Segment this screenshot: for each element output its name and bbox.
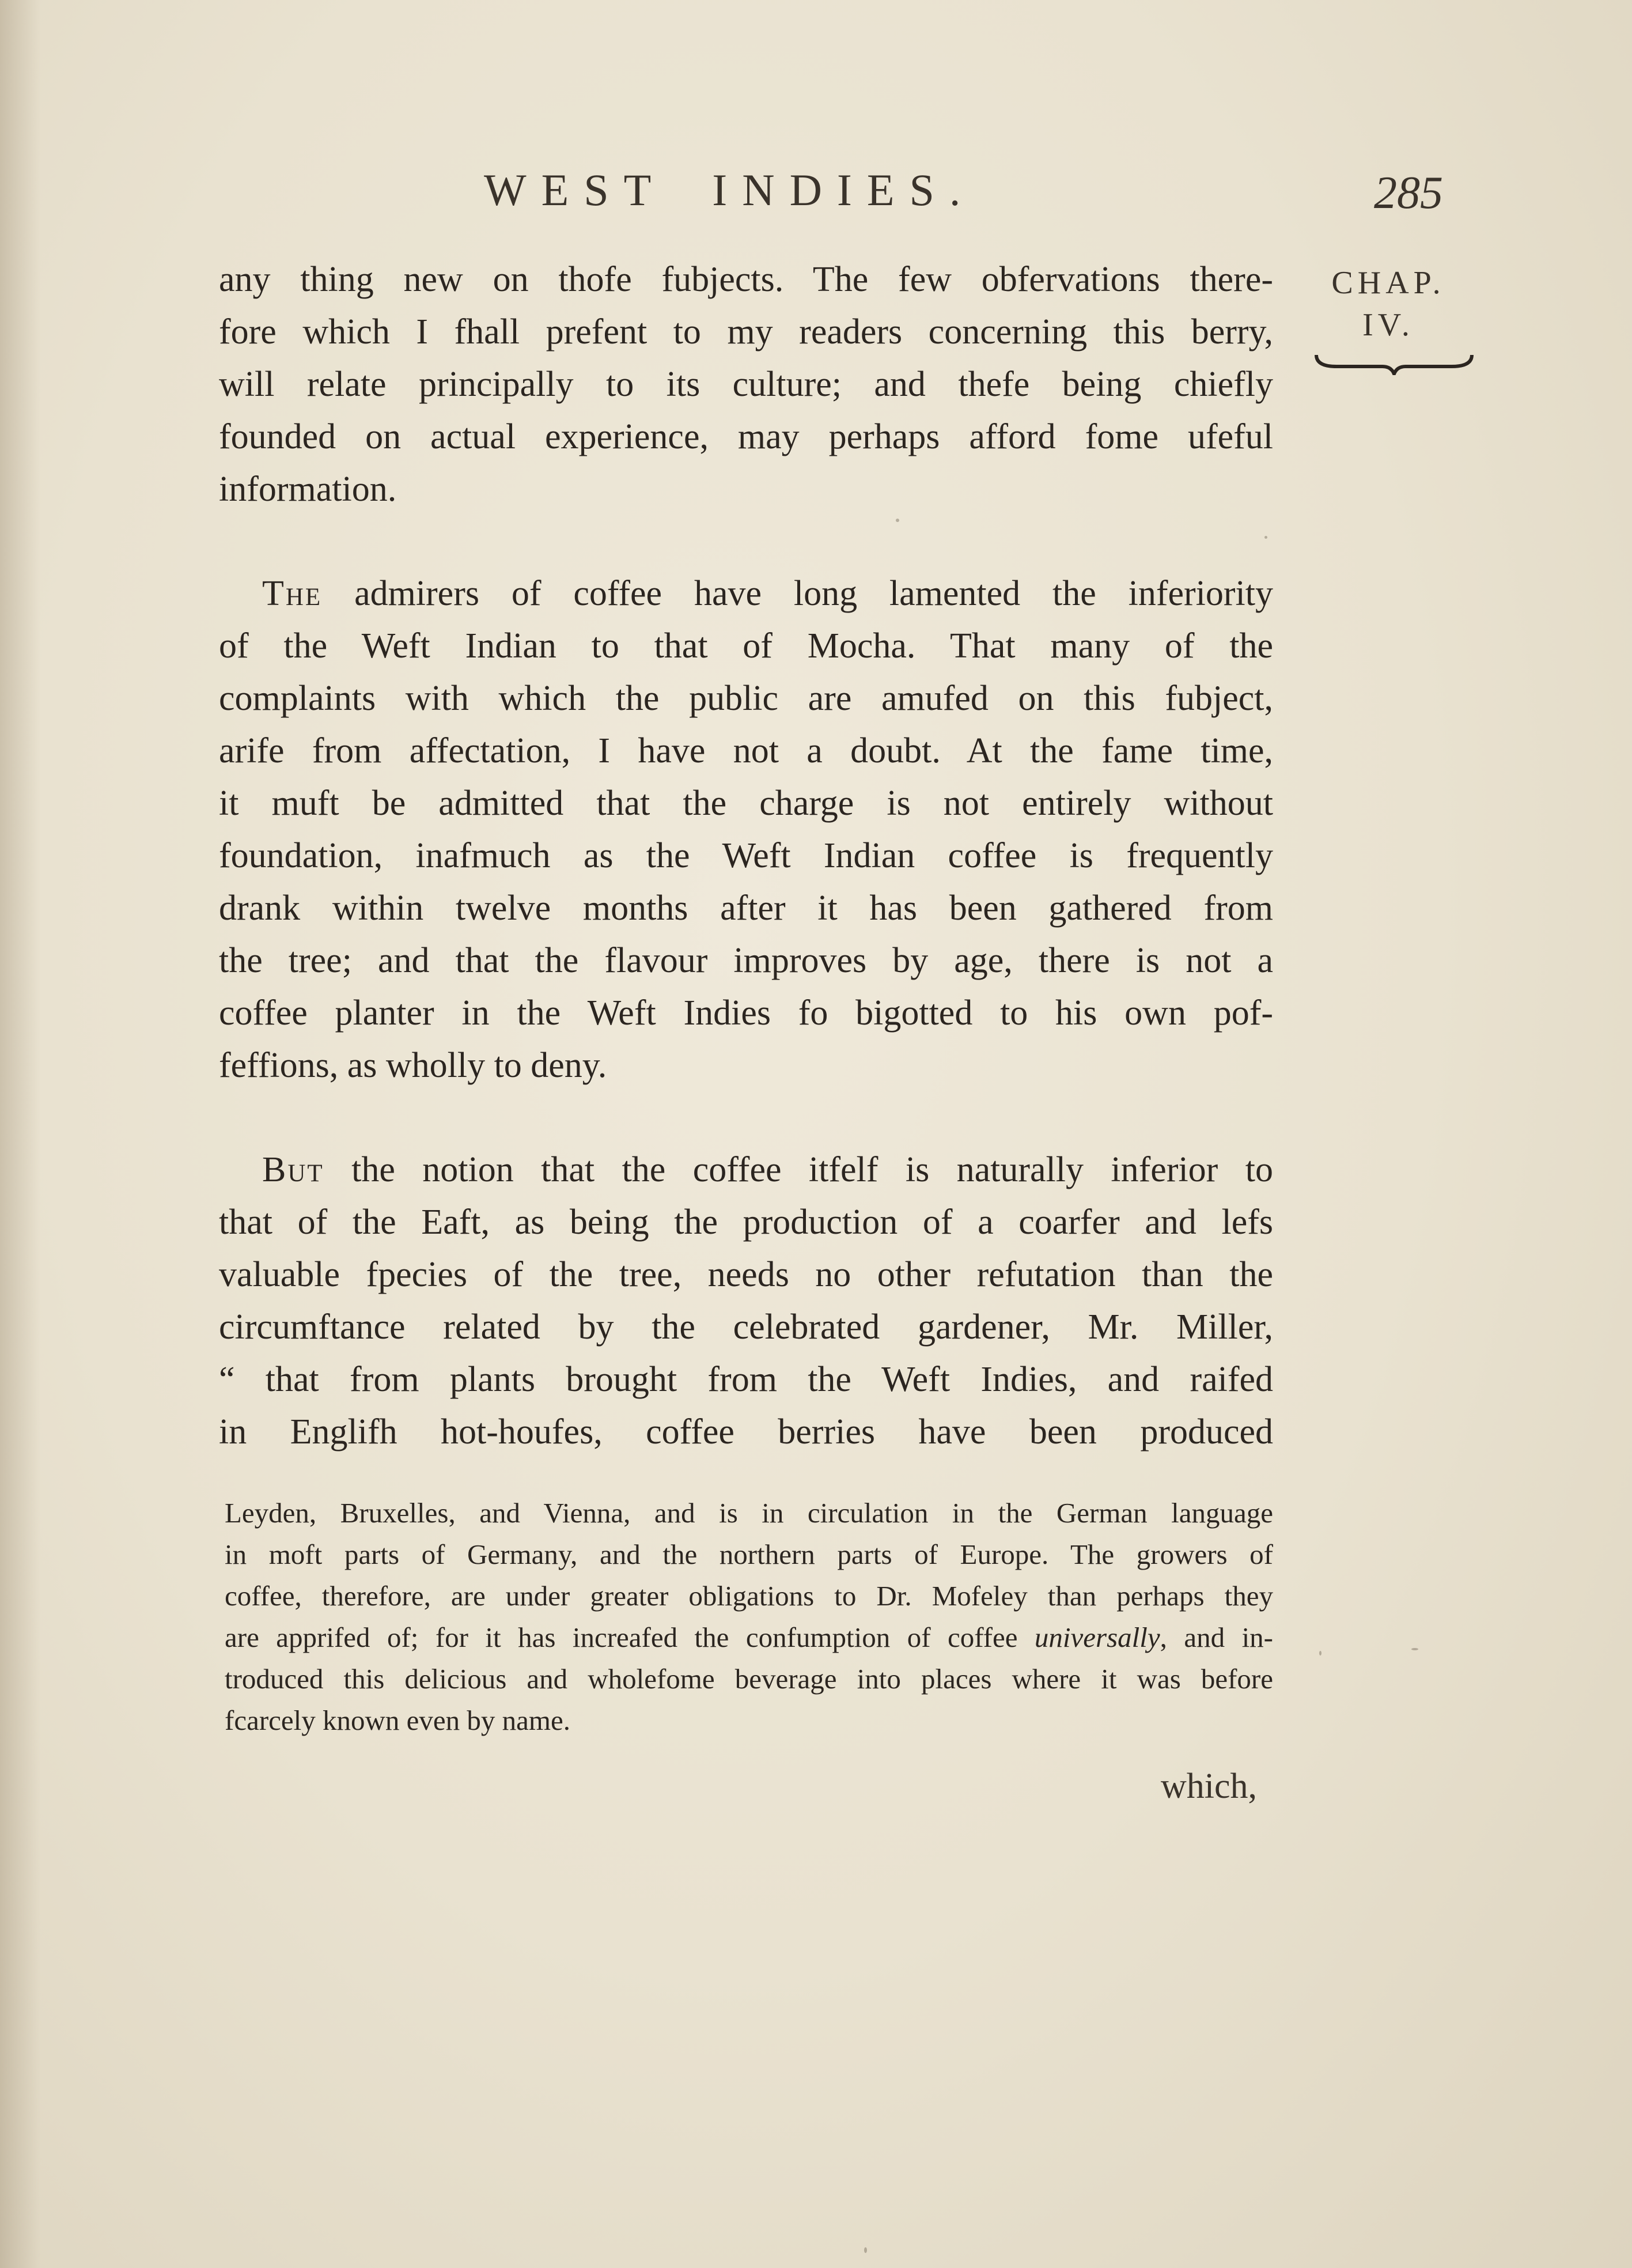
paragraph-lead-word: But — [262, 1150, 324, 1189]
chapter-label: CHAP. — [1331, 265, 1445, 301]
paragraph-3 — [219, 1144, 1273, 1458]
paper-speck — [1411, 1648, 1418, 1650]
catchword: which, — [1161, 1767, 1258, 1806]
paragraph-1 — [219, 254, 1273, 516]
paper-speck — [896, 519, 899, 522]
running-head — [484, 164, 975, 216]
chapter-margin-note — [1313, 262, 1463, 375]
text-line: foundation, inafmuch as the Weft Indian coffee is frequently — [219, 836, 1273, 875]
footnote-line-part: , and in- — [1160, 1621, 1273, 1653]
text-line: any thing new on thofe fubjects. The few obfervations there- — [219, 260, 1273, 299]
text-line: drank within twelve months after it has been gathered from — [219, 889, 1273, 928]
footnote — [225, 1492, 1273, 1741]
text-line: in Englifh hot-houfes, coffee berries have been produced — [219, 1412, 1273, 1451]
gutter-shadow — [0, 0, 40, 2268]
chapter-number: IV. — [1362, 307, 1414, 343]
text-line: fore which I fhall prefent to my readers concerning this berry, — [219, 312, 1273, 351]
page-number: 285 — [1374, 168, 1443, 218]
footnote-line: in moft parts of Germany, and the northern parts of Europe. The growers of — [225, 1539, 1273, 1570]
text-line: coffee planter in the Weft Indies fo bigotted to his own pof- — [219, 993, 1273, 1033]
text-line: valuable fpecies of the tree, needs no other refutation than the — [219, 1255, 1273, 1294]
text-line: will relate principally to its culture; and thefe being chiefly — [219, 365, 1273, 404]
body-text — [219, 254, 1273, 1510]
text-line-rest: the notion that the coffee itfelf is naturally inferior to — [324, 1150, 1273, 1189]
paragraph-2 — [219, 568, 1273, 1092]
running-head-word-2: INDIES. — [712, 165, 976, 215]
footnote-line: fcarcely known even by name. — [225, 1704, 570, 1736]
paper-speck — [864, 2247, 867, 2253]
text-line: of the Weft Indian to that of Mocha. That many of the — [219, 626, 1273, 666]
brace-ornament-icon — [1313, 352, 1475, 375]
footnote-line — [225, 1617, 1273, 1658]
text-line: “ that from plants brought from the Weft Indies, and raifed — [219, 1360, 1273, 1399]
paper-speck — [1319, 1651, 1321, 1655]
text-line — [219, 568, 1273, 620]
footnote-line: coffee, therefore, are under greater obligations to Dr. Mofeley than perhaps they — [225, 1580, 1273, 1612]
footnote-line: Leyden, Bruxelles, and Vienna, and is in circulation in the German language — [225, 1497, 1273, 1529]
text-line: it muft be admitted that the charge is not entirely without — [219, 784, 1273, 823]
paper-speck — [1264, 536, 1267, 539]
text-line-rest: admirers of coffee have long lamented the inferiority — [322, 574, 1273, 613]
text-line: complaints with which the public are amufed on this fubject, — [219, 679, 1273, 718]
text-line: feffions, as wholly to deny. — [219, 1046, 607, 1085]
text-line: founded on actual experience, may perhaps afford fome ufeful — [219, 417, 1273, 456]
footnote-emphasis: universally — [1017, 1621, 1160, 1653]
paragraph-lead-word: The — [262, 574, 323, 613]
text-line: the tree; and that the flavour improves by age, there is not a — [219, 941, 1273, 980]
footnote-line-part: are apprifed of; for it has increafed the confumption of coffee — [225, 1621, 1018, 1653]
running-head-word-1: WEST — [484, 165, 667, 215]
text-line: arife from affectation, I have not a doubt. At the fame time, — [219, 731, 1273, 770]
text-line: information. — [219, 470, 397, 509]
text-line — [219, 1144, 1273, 1196]
text-line: that of the Eaft, as being the production of a coarfer and lefs — [219, 1203, 1273, 1242]
footnote-line: troduced this delicious and wholefome beverage into places where it was before — [225, 1663, 1273, 1695]
text-line: circumftance related by the celebrated gardener, Mr. Miller, — [219, 1307, 1273, 1347]
